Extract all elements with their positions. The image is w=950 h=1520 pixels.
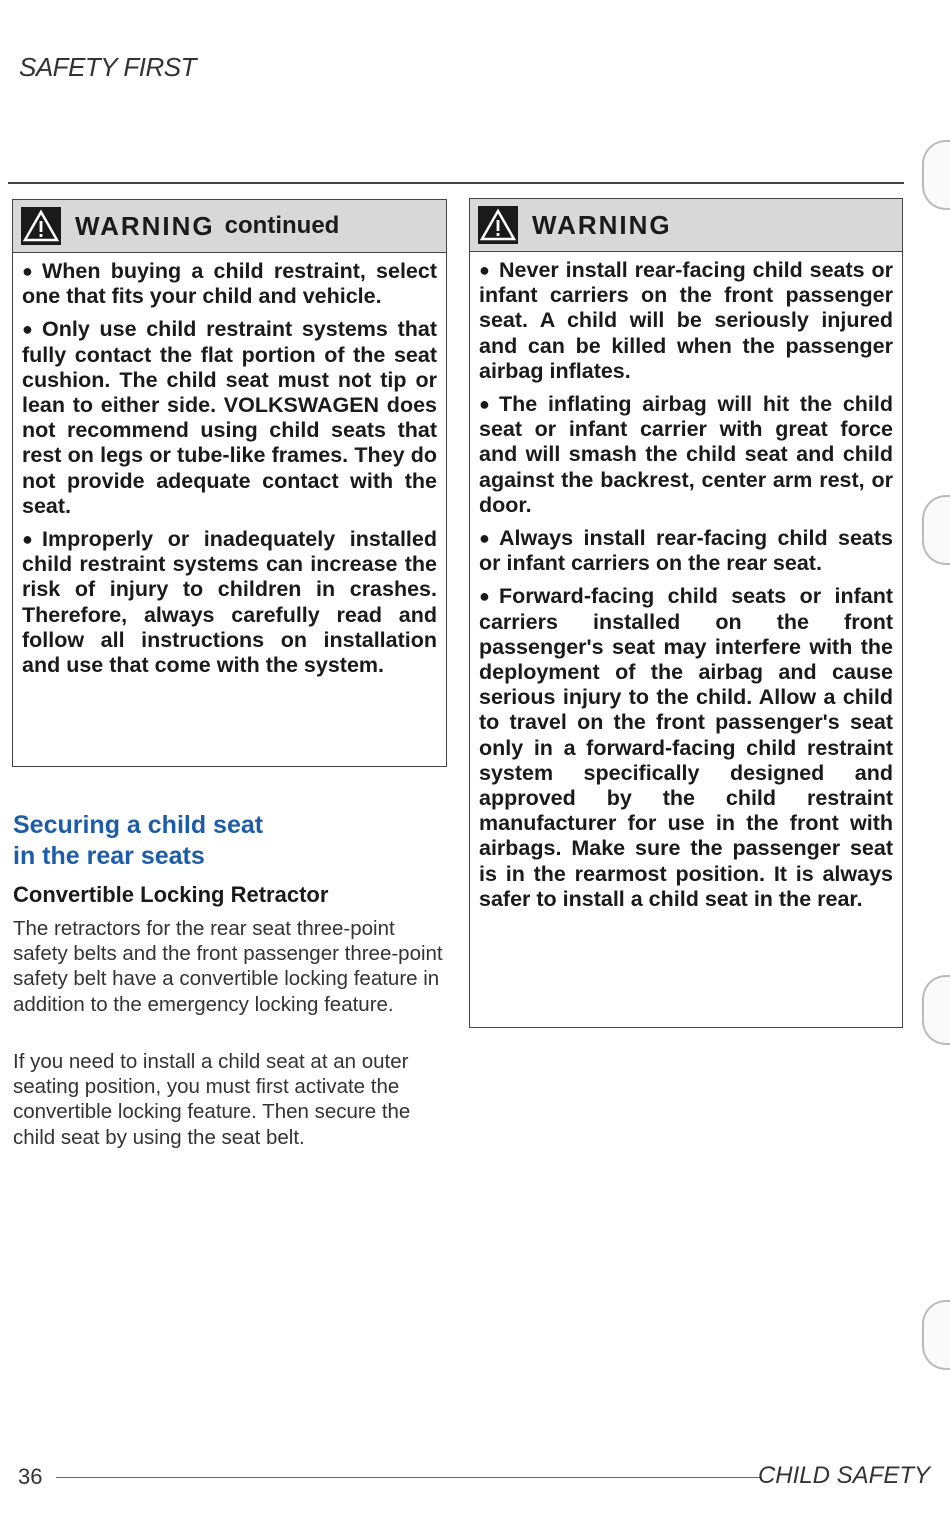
- warning-box-continued: [12, 199, 447, 767]
- body-paragraph-1: The retractors for the rear seat three-point safety belts and the front passenger three-point safety belt have a convertible locking feature in addition to the emergency locking feature.: [13, 917, 443, 1016]
- warning-item: ● The inflating airbag will hit the child seat or infant carrier with great force and will smash the child seat and child against the backrest, center arm rest, or door.: [479, 392, 893, 517]
- warning-box: [469, 198, 903, 1028]
- body-paragraph-2: If you need to install a child seat at an outer seating position, you must first activate the convertible locking feature. Then secure the child seat by using the seat belt.: [13, 1050, 411, 1149]
- bullet-icon: ●: [22, 261, 33, 281]
- warning-triangle-icon: [478, 206, 518, 244]
- bullet-icon: ●: [22, 529, 33, 550]
- page-number: 36: [18, 1464, 43, 1489]
- page-header-title: SAFETY FIRST: [19, 52, 196, 82]
- warning-item: ● Forward-facing child seats or infant carriers installed on the front passenger's seat may interfere with the deployment of the airbag and cause serious injury to the child. Allow a child to travel on the front passenger's seat only in a forward-facing child restraint system specifically designed and approved by the child restraint manufacturer for use in the front with airbags. Make sure the passenger seat is in the rearmost position. It is always safer to install a child seat in the rear.: [479, 584, 893, 911]
- warning-item: ● Never install rear-facing child seats or infant carriers on the front passenger seat. A child will be seriously injured and can be killed when the passenger airbag inflates.: [479, 258, 893, 383]
- warning-item: ● Improperly or inadequately installed child restraint systems can increase the risk of injury to children in crashes. Therefore, always carefully read and follow all instructions on installation and use that come with the system.: [22, 527, 437, 678]
- warning-triangle-icon: [21, 207, 61, 245]
- warning-item: ● When buying a child restraint, select one that fits your child and vehicle.: [22, 259, 437, 309]
- warning-box-header: [470, 199, 902, 252]
- bullet-icon: ●: [479, 586, 490, 607]
- edge-tab-mark: [922, 140, 950, 210]
- bullet-icon: ●: [479, 260, 490, 280]
- section-heading-line1: Securing a child seat: [13, 811, 264, 839]
- bullet-icon: ●: [22, 319, 33, 340]
- header-rule: [8, 182, 904, 184]
- footer-section-label: CHILD SAFETY: [757, 1462, 930, 1489]
- section-heading: [13, 810, 433, 872]
- warning-body: [470, 252, 902, 912]
- bullet-icon: ●: [479, 394, 490, 415]
- bullet-icon: ●: [479, 528, 490, 549]
- warning-title: WARNING: [75, 210, 215, 241]
- footer-rule: [56, 1477, 762, 1478]
- edge-tab-mark: [922, 495, 950, 565]
- warning-subtitle: continued: [224, 212, 340, 239]
- edge-tab-mark: [922, 975, 950, 1045]
- warning-box-header: [13, 200, 446, 253]
- warning-item: ● Only use child restraint systems that fully contact the flat portion of the seat cushion. The child seat must not tip or lean to either side. VOLKSWAGEN does not recommend using child seats that rest on legs or tube-like frames. They do not provide adequate contact with the seat.: [22, 317, 437, 518]
- sub-heading: Convertible Locking Retractor: [13, 882, 329, 907]
- edge-tab-mark: [922, 1300, 950, 1370]
- warning-body: [13, 253, 446, 678]
- warning-title: WARNING: [532, 209, 672, 240]
- section-heading-line2: in the rear seats: [13, 842, 205, 870]
- warning-item: ● Always install rear-facing child seats or infant carriers on the rear seat.: [479, 526, 893, 576]
